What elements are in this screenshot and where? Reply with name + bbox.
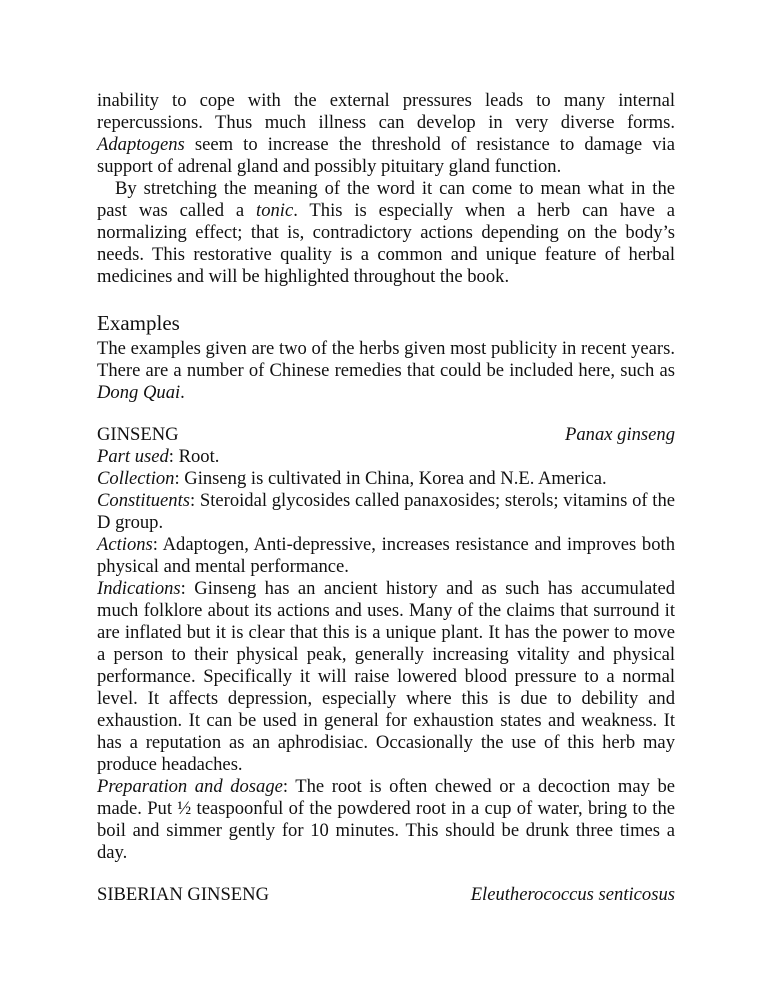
intro-p2-text-c: . This is especially when a herb can have a normalizing effect; that is, contradictory actions depending on the body’s needs. This restorative quality is a common and unique feature of herbal medicines and will be highlighted throughout the book. (97, 200, 675, 287)
ginseng-indications (97, 578, 675, 776)
ginseng-constituents (97, 490, 675, 534)
actions-label: Actions (97, 534, 153, 555)
ginseng-actions (97, 534, 675, 578)
ginseng-part-used (97, 446, 675, 468)
siberian-ginseng-latin-name: Eleutherococcus senticosus (470, 884, 675, 905)
preparation-text: : The root is often chewed or a decoction may be made. Put ½ teaspoonful of the powdered root in a cup of water, bring to the boil and simmer gently for 10 minutes. This should be drunk three times a day. (97, 776, 675, 863)
indications-text: : Ginseng has an ancient history and as such has accumulated much folklore about its actions and uses. Many of the claims that surround it are inflated but it is clear that this is a unique plant. It has the power to move a person to their physical peak, generally increasing vitality and physical performance. Specifically it will raise lowered blood pressure to a normal level. It affects depression, especially where this is due to debility and exhaustion. It can be used in general for exhaustion states and weakness. It has a reputation as an aphrodisiac. Occasionally the use of this herb may produce headaches. (97, 578, 675, 775)
ginseng-latin-name: Panax ginseng (565, 424, 675, 445)
examples-text-a: The examples given are two of the herbs given most publicity in recent years. There are a number of Chinese remedies that could be included here, such as (97, 338, 675, 381)
examples-text-c: . (180, 382, 185, 403)
part-used-text: : Root. (168, 446, 220, 467)
collection-text: : Ginseng is cultivated in China, Korea and N.E. America. (174, 468, 607, 489)
intro-p1-term-adaptogens: Adaptogens (97, 134, 185, 155)
intro-p2-term-tonic: tonic (256, 200, 294, 221)
ginseng-header (97, 424, 675, 446)
siberian-ginseng-name: SIBERIAN GINSENG (97, 884, 269, 905)
collection-label: Collection (97, 468, 175, 489)
ginseng-preparation (97, 776, 675, 864)
actions-text: : Adaptogen, Anti-depressive, increases resistance and improves both physical and mental performance. (97, 534, 675, 577)
siberian-ginseng-header (97, 884, 675, 906)
examples-term-dong-quai: Dong Quai (97, 382, 181, 403)
preparation-label: Preparation and dosage (97, 776, 283, 797)
constituents-text: : Steroidal glycosides called panaxosides; sterols; vitamins of the D group. (97, 490, 675, 533)
intro-paragraph-2 (97, 178, 675, 288)
intro-p2-text-a: By stretching the meaning of the word it can come to mean what in the past was called a (97, 178, 675, 221)
indications-label: Indications (97, 578, 181, 599)
part-used-label: Part used (97, 446, 169, 467)
examples-paragraph (97, 338, 675, 404)
intro-paragraph-1 (97, 90, 675, 178)
intro-p1-text-c: seem to increase the threshold of resistance to damage via support of adrenal gland and possibly pituitary gland function. (97, 134, 675, 177)
constituents-label: Constituents (97, 490, 190, 511)
ginseng-name: GINSENG (97, 424, 179, 445)
ginseng-collection (97, 468, 675, 490)
page-content (97, 90, 675, 906)
examples-heading: Examples (97, 311, 180, 335)
intro-p1-text-a: inability to cope with the external pressures leads to many internal repercussions. Thus much illness can develop in very diverse forms. (97, 90, 675, 133)
